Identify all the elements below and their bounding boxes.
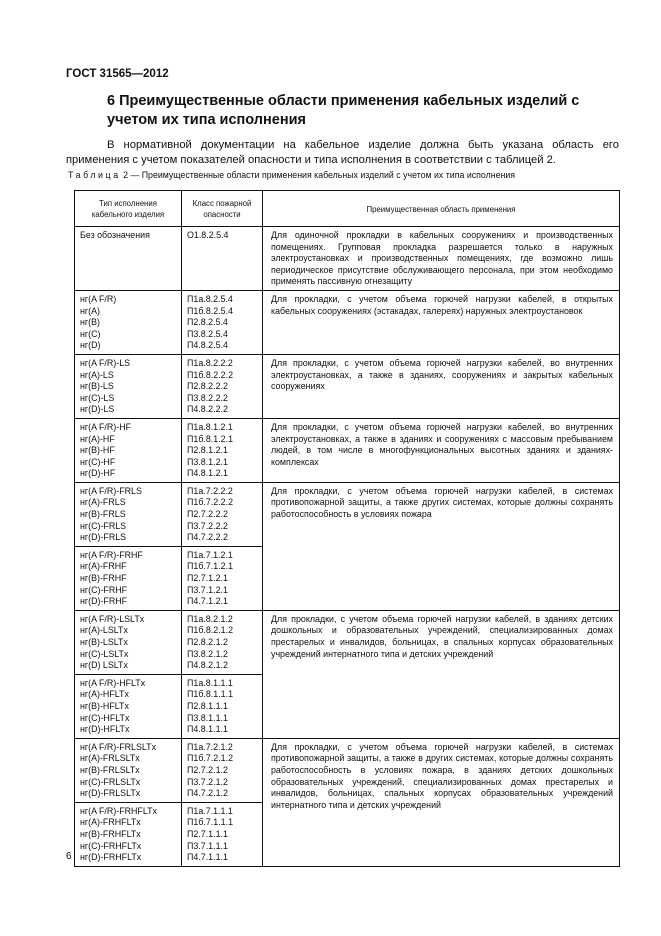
cable-type: нг(C)-FRLSLTx xyxy=(80,776,141,787)
cable-type: нг(C)-FRLS xyxy=(80,520,127,531)
fire-class: П1б.7.2.2.2 xyxy=(187,497,234,508)
fire-class: П2.7.2.1.2 xyxy=(187,764,228,775)
fire-class: П1б.8.2.5.4 xyxy=(187,305,234,316)
application-description: Для прокладки, с учетом объема горючей нагрузки кабелей, во внутренних электроустановках, а также в зданиях и сооружениях с массовым пребыванием людей, в том числе в многофункциональных высотных зданиях и зданиях-комплексах xyxy=(263,418,620,482)
fire-class-cell xyxy=(182,610,263,674)
fire-class: П3.8.2.1.2 xyxy=(187,648,228,659)
fire-class: П1а.8.1.2.1 xyxy=(187,421,233,432)
cable-type: нг(B)-FRHFLTx xyxy=(80,828,141,839)
fire-class: П1а.7.1.1.1 xyxy=(187,805,233,816)
cable-type-cell xyxy=(75,290,182,354)
fire-class: П2.8.1.2.1 xyxy=(187,445,228,456)
fire-class: П4.8.2.1.2 xyxy=(187,660,228,671)
fire-class: П1а.7.1.2.1 xyxy=(187,549,233,560)
fire-class: П4.8.2.2.2 xyxy=(187,404,228,415)
table-row xyxy=(75,418,620,482)
fire-class-cell xyxy=(182,354,263,418)
cable-type-cell xyxy=(75,674,182,738)
fire-class: П1б.8.2.1.2 xyxy=(187,625,234,636)
fire-class-cell xyxy=(182,738,263,802)
cable-type: Без обозначения xyxy=(80,230,150,240)
cable-type-cell xyxy=(75,546,182,610)
application-table xyxy=(74,190,620,867)
section-paragraph xyxy=(66,138,619,168)
fire-class: П4.7.1.1.1 xyxy=(187,852,228,863)
fire-class: П2.7.1.2.1 xyxy=(187,573,228,584)
fire-class: П4.7.1.2.1 xyxy=(187,596,228,607)
cable-type: нг(B)-LS xyxy=(80,381,114,392)
cable-type-cell xyxy=(75,738,182,802)
fire-class: П1б.8.2.2.2 xyxy=(187,369,234,380)
fire-class-cell xyxy=(182,674,263,738)
cable-type: нг(A F/R)-HFLTx xyxy=(80,677,146,688)
cable-type: нг(A)-LS xyxy=(80,369,114,380)
table-caption-word: Таблица xyxy=(68,170,121,180)
cable-type: нг(C)-LSLTx xyxy=(80,648,129,659)
application-description: Для прокладки, с учетом объема горючей нагрузки кабелей, в зданиях детских дошкольных и образовательных учреждений, специализированных домах престарелых и инвалидов, больницах, в спальных корпусах образовательных учреждений интернатного типа и детских учреждений xyxy=(263,610,620,738)
cable-type: нг(D)-FRLSLTx xyxy=(80,788,141,799)
application-description: Для прокладки, с учетом объема горючей нагрузки кабелей, в системах противопожарной защиты, а также других системах, которые должны сохранять работоспособность в условиях пожара xyxy=(263,482,620,610)
fire-class-cell xyxy=(182,290,263,354)
fire-class: П1а.8.1.1.1 xyxy=(187,677,233,688)
fire-class: П2.8.2.5.4 xyxy=(187,317,228,328)
fire-class: П2.8.2.1.2 xyxy=(187,637,228,647)
fire-class: П3.8.1.2.1 xyxy=(187,456,228,467)
fire-class: П1б.7.2.1.2 xyxy=(187,753,234,764)
cable-type: нг(A)-FRLS xyxy=(80,497,126,508)
cable-type: нг(A F/R)-FRHF xyxy=(80,549,143,560)
table-caption-title: 2 — Преимущественные области применения кабельных изделий с учетом их типа исполнения xyxy=(120,170,516,180)
section-heading: 6 Преимущественные области применения кабельных изделий с учетом их типа исполнения xyxy=(107,93,580,128)
cable-type-cell xyxy=(75,802,182,866)
cable-type: нг(D)-HF xyxy=(80,468,116,479)
table-row xyxy=(75,738,620,802)
cable-type: нг(A F/R)-LS xyxy=(80,357,131,368)
column-header-application: Преимущественная область применения xyxy=(263,191,620,227)
table-caption xyxy=(68,170,515,180)
cable-type-cell xyxy=(75,227,182,291)
cable-type: нг(A)-FRHF xyxy=(80,561,127,572)
cable-type: нг(A F/R)-LSLTx xyxy=(80,613,145,624)
fire-class: О1.8.2.5.4 xyxy=(187,230,229,240)
cable-type-cell xyxy=(75,418,182,482)
fire-class: П2.8.2.2.2 xyxy=(187,381,228,392)
fire-class: П3.7.2.2.2 xyxy=(187,520,228,531)
cable-type: нг(B)-HF xyxy=(80,445,115,456)
fire-class-cell xyxy=(182,418,263,482)
cable-type: нг(D)-FRHF xyxy=(80,596,128,607)
cable-type: нг(A)-HF xyxy=(80,433,115,444)
table-row xyxy=(75,227,620,291)
cable-type: нг(A F/R)-FRLS xyxy=(80,485,142,496)
cable-type: нг(D)-LS xyxy=(80,404,115,415)
cable-type: нг(A F/R)-FRHFLTx xyxy=(80,805,157,816)
fire-class: П3.7.1.1.1 xyxy=(187,840,228,851)
cable-type: нг(D) LSLTx xyxy=(80,660,128,671)
cable-type-cell xyxy=(75,610,182,674)
fire-class: П1а.7.2.2.2 xyxy=(187,485,233,496)
cable-type: нг(A)-LSLTx xyxy=(80,625,128,636)
document-id: ГОСТ 31565—2012 xyxy=(66,68,169,80)
cable-type-cell xyxy=(75,354,182,418)
cable-type: нг(C)-FRHFLTx xyxy=(80,840,142,851)
fire-class: П3.7.2.1.2 xyxy=(187,776,228,787)
column-header-class: Класс пожарной опасности xyxy=(182,191,263,227)
application-description: Для прокладки, с учетом объема горючей нагрузки кабелей, в системах противопожарной защиты, а также в других системах, которые должны сохранять работоспособность в условиях пожара, в зданиях детских дошкольных образовательных учреждений, специализированных домах престарелых и инвалидов, больницах, спальных корпусах образовательных учреждений интернатного типа и детских учреждений xyxy=(263,738,620,866)
cable-type: нг(C) xyxy=(80,328,101,339)
table-row xyxy=(75,354,620,418)
fire-class: П4.8.1.1.1 xyxy=(187,724,228,735)
table-header-row xyxy=(75,191,620,227)
cable-type: нг(B)-HFLTx xyxy=(80,700,129,711)
fire-class: П1а.7.2.1.2 xyxy=(187,741,233,752)
cable-type: нг(B)-LSLTx xyxy=(80,637,128,647)
paragraph-text: В нормативной документации на кабельное изделие должна быть указана область его применения с учетом показателей опасности и типа исполнения в соответствии с таблицей 2. xyxy=(66,139,619,166)
cable-type: нг(C)-HF xyxy=(80,456,116,467)
cable-type: нг(C)-FRHF xyxy=(80,584,128,595)
fire-class: П4.8.2.5.4 xyxy=(187,340,228,351)
cable-type: нг(B)-FRLSLTx xyxy=(80,764,140,775)
fire-class: П2.7.2.2.2 xyxy=(187,509,228,520)
fire-class: П1б.7.1.1.1 xyxy=(187,817,234,828)
cable-type: нг(D)-HFLTx xyxy=(80,724,130,735)
fire-class-cell xyxy=(182,546,263,610)
fire-class: П4.7.2.2.2 xyxy=(187,532,228,543)
fire-class: П1б.7.1.2.1 xyxy=(187,561,234,572)
table-row xyxy=(75,290,620,354)
cable-type: нг(A F/R)-HF xyxy=(80,421,132,432)
table-row xyxy=(75,610,620,674)
fire-class: П4.7.2.1.2 xyxy=(187,788,228,799)
page-number: 6 xyxy=(66,851,72,862)
fire-class: П3.8.2.5.4 xyxy=(187,328,228,339)
fire-class: П3.7.1.2.1 xyxy=(187,584,228,595)
table-body xyxy=(75,227,620,867)
fire-class: П1а.8.2.5.4 xyxy=(187,293,233,304)
cable-type: нг(D)-FRHFLTx xyxy=(80,852,142,863)
cable-type: нг(A F/R)-FRLSLTx xyxy=(80,741,157,752)
fire-class: П1б.8.1.1.1 xyxy=(187,689,234,700)
application-description: Для одиночной прокладки в кабельных сооружениях и производственных помещениях. Групповая прокладка разрешается только в наружных электроустановках и производственных помещениях, где возможно лишь периодическое присутствие обслуживающего персонала, при этом необходимо применять пассивную огнезащиту xyxy=(263,227,620,291)
fire-class: П1б.8.1.2.1 xyxy=(187,433,234,444)
cable-type: нг(B) xyxy=(80,317,100,328)
cable-type: нг(A)-FRHFLTx xyxy=(80,817,141,828)
application-description: Для прокладки, с учетом объема горючей нагрузки кабелей, в открытых кабельных сооружениях (эстакадах, галереях) наружных электроустановок xyxy=(263,290,620,354)
fire-class: П2.8.1.1.1 xyxy=(187,700,228,711)
cable-type-cell xyxy=(75,482,182,546)
fire-class: П1а.8.2.1.2 xyxy=(187,613,233,624)
cable-type: нг(A)-HFLTx xyxy=(80,689,129,700)
table-row xyxy=(75,482,620,546)
cable-type: нг(D) xyxy=(80,340,101,351)
cable-type: нг(A F/R) xyxy=(80,293,117,304)
fire-class: П3.8.1.1.1 xyxy=(187,712,228,723)
fire-class: П3.8.2.2.2 xyxy=(187,392,228,403)
fire-class-cell xyxy=(182,227,263,291)
cable-type: нг(B)-FRLS xyxy=(80,509,126,520)
cable-type: нг(C)-LS xyxy=(80,392,115,403)
fire-class: П1а.8.2.2.2 xyxy=(187,357,233,368)
cable-type: нг(D)-FRLS xyxy=(80,532,127,543)
fire-class: П4.8.1.2.1 xyxy=(187,468,228,479)
cable-type: нг(A)-FRLSLTx xyxy=(80,753,140,764)
cable-type: нг(A) xyxy=(80,305,100,316)
column-header-type: Тип исполнения кабельного изделия xyxy=(75,191,182,227)
fire-class-cell xyxy=(182,802,263,866)
cable-type: нг(B)-FRHF xyxy=(80,573,127,584)
cable-type: нг(C)-HFLTx xyxy=(80,712,130,723)
fire-class: П2.7.1.1.1 xyxy=(187,828,228,839)
fire-class-cell xyxy=(182,482,263,546)
application-description: Для прокладки, с учетом объема горючей нагрузки кабелей, во внутренних электроустановках, а также в зданиях, сооружениях и закрытых кабельных сооружениях xyxy=(263,354,620,418)
